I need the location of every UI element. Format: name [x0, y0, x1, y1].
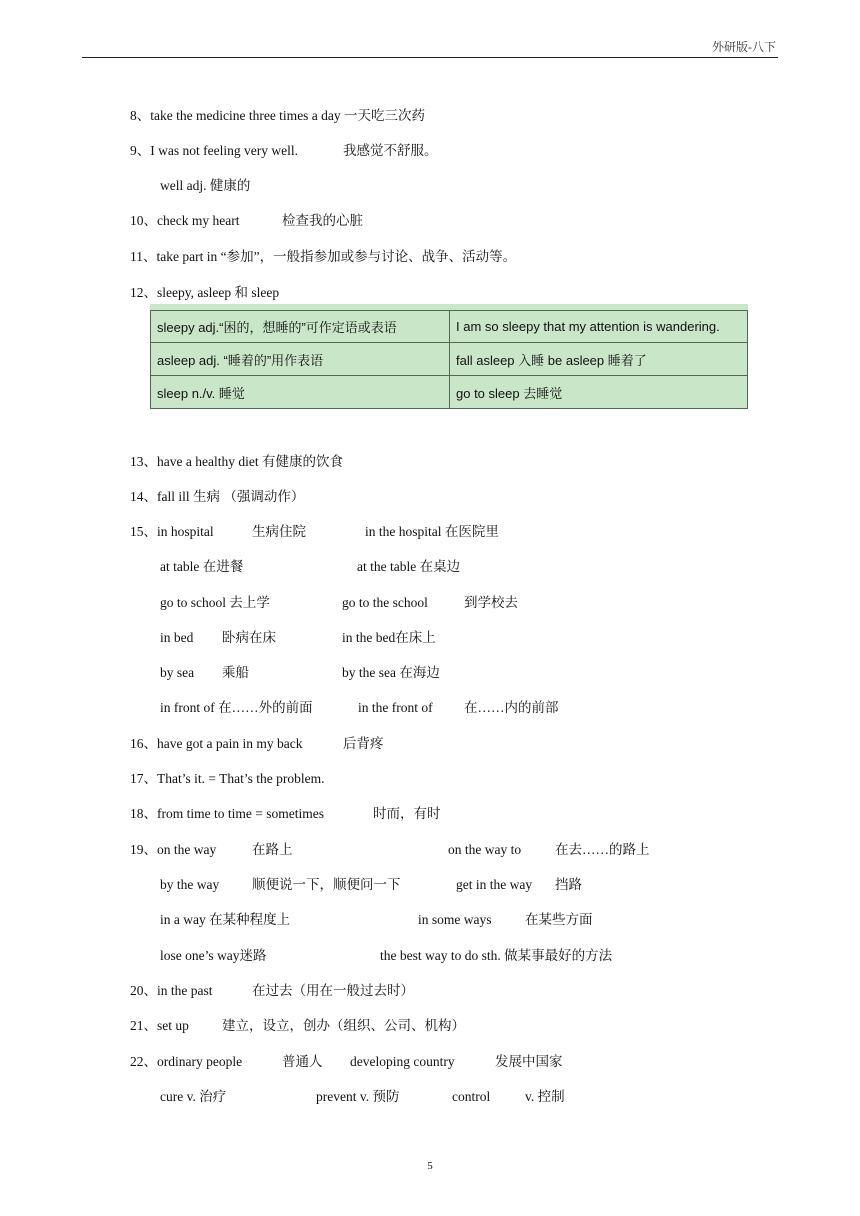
item-13: 13、have a healthy diet 有健康的饮食	[130, 454, 343, 469]
item-15-pair: by sea 乘船 by the sea 在海边	[160, 665, 440, 680]
item-19-pair: by the way 顺便说一下，顺便问一下 get in the way 挡路	[160, 877, 582, 892]
item-18: 18、from time to time = sometimes 时而，有时	[130, 806, 441, 821]
item-15-pair: go to school 去上学 go to the school 到学校去	[160, 595, 518, 610]
page-number: 5	[427, 1160, 433, 1172]
sleep-comparison-table	[150, 304, 748, 409]
item-12: 12、sleepy, asleep 和 sleep	[130, 285, 280, 300]
item-22-pair: cure v. 治疗 prevent v. 预防 control v. 控制	[160, 1089, 565, 1104]
item-15-pair: in front of 在……外的前面 in the front of 在……内的前部	[160, 700, 559, 715]
table-cell: I am so sleepy that my attention is wandering.	[450, 307, 748, 343]
table-row	[151, 376, 748, 409]
item-15-pair: in bed 卧病在床 in the bed在床上	[160, 630, 436, 645]
table-cell: asleep adj. “睡着的”用作表语	[151, 343, 450, 376]
item-21: 21、set up 建立，设立，创办（组织、公司、机构）	[130, 1018, 465, 1033]
item-15: 15、in hospital 生病住院 in the hospital 在医院里	[130, 524, 499, 539]
header-title: 外研版-八下	[712, 40, 776, 54]
table-cell: fall asleep 入睡 be asleep 睡着了	[450, 343, 748, 376]
item-19-pair: in a way 在某种程度上 in some ways 在某些方面	[160, 912, 593, 927]
table-cell: go to sleep 去睡觉	[450, 376, 748, 409]
item-20: 20、in the past 在过去（用在一般过去时）	[130, 983, 414, 998]
table-row	[151, 343, 748, 376]
table-cell: sleepy adj.“困的，想睡的”可作定语或表语	[151, 307, 450, 343]
item-17: 17、That’s it. = That’s the problem.	[130, 771, 325, 786]
item-19-pair: lose one’s way迷路 the best way to do sth. 做某事最好的方法	[160, 948, 613, 963]
item-8: 8、take the medicine three times a day 一天吃三次药	[130, 108, 426, 123]
header-rule	[82, 57, 778, 58]
item-22: 22、ordinary people 普通人 developing country 发展中国家	[130, 1054, 563, 1069]
item-14: 14、fall ill 生病 （强调动作）	[130, 489, 305, 504]
item-16: 16、have got a pain in my back 后背疼	[130, 736, 384, 751]
item-11: 11、take part in “参加”，一般指参加或参与讨论、战争、活动等。	[130, 249, 517, 264]
item-9: 9、I was not feeling very well. 我感觉不舒服。	[130, 143, 438, 158]
item-9-note: well adj. 健康的	[160, 178, 251, 193]
item-19: 19、on the way 在路上 on the way to 在去……的路上	[130, 842, 650, 857]
item-15-pair: at table 在进餐 at the table 在桌边	[160, 559, 461, 574]
table-cell: sleep n./v. 睡觉	[151, 376, 450, 409]
item-10: 10、check my heart 检查我的心脏	[130, 213, 363, 228]
table-row	[151, 307, 748, 343]
